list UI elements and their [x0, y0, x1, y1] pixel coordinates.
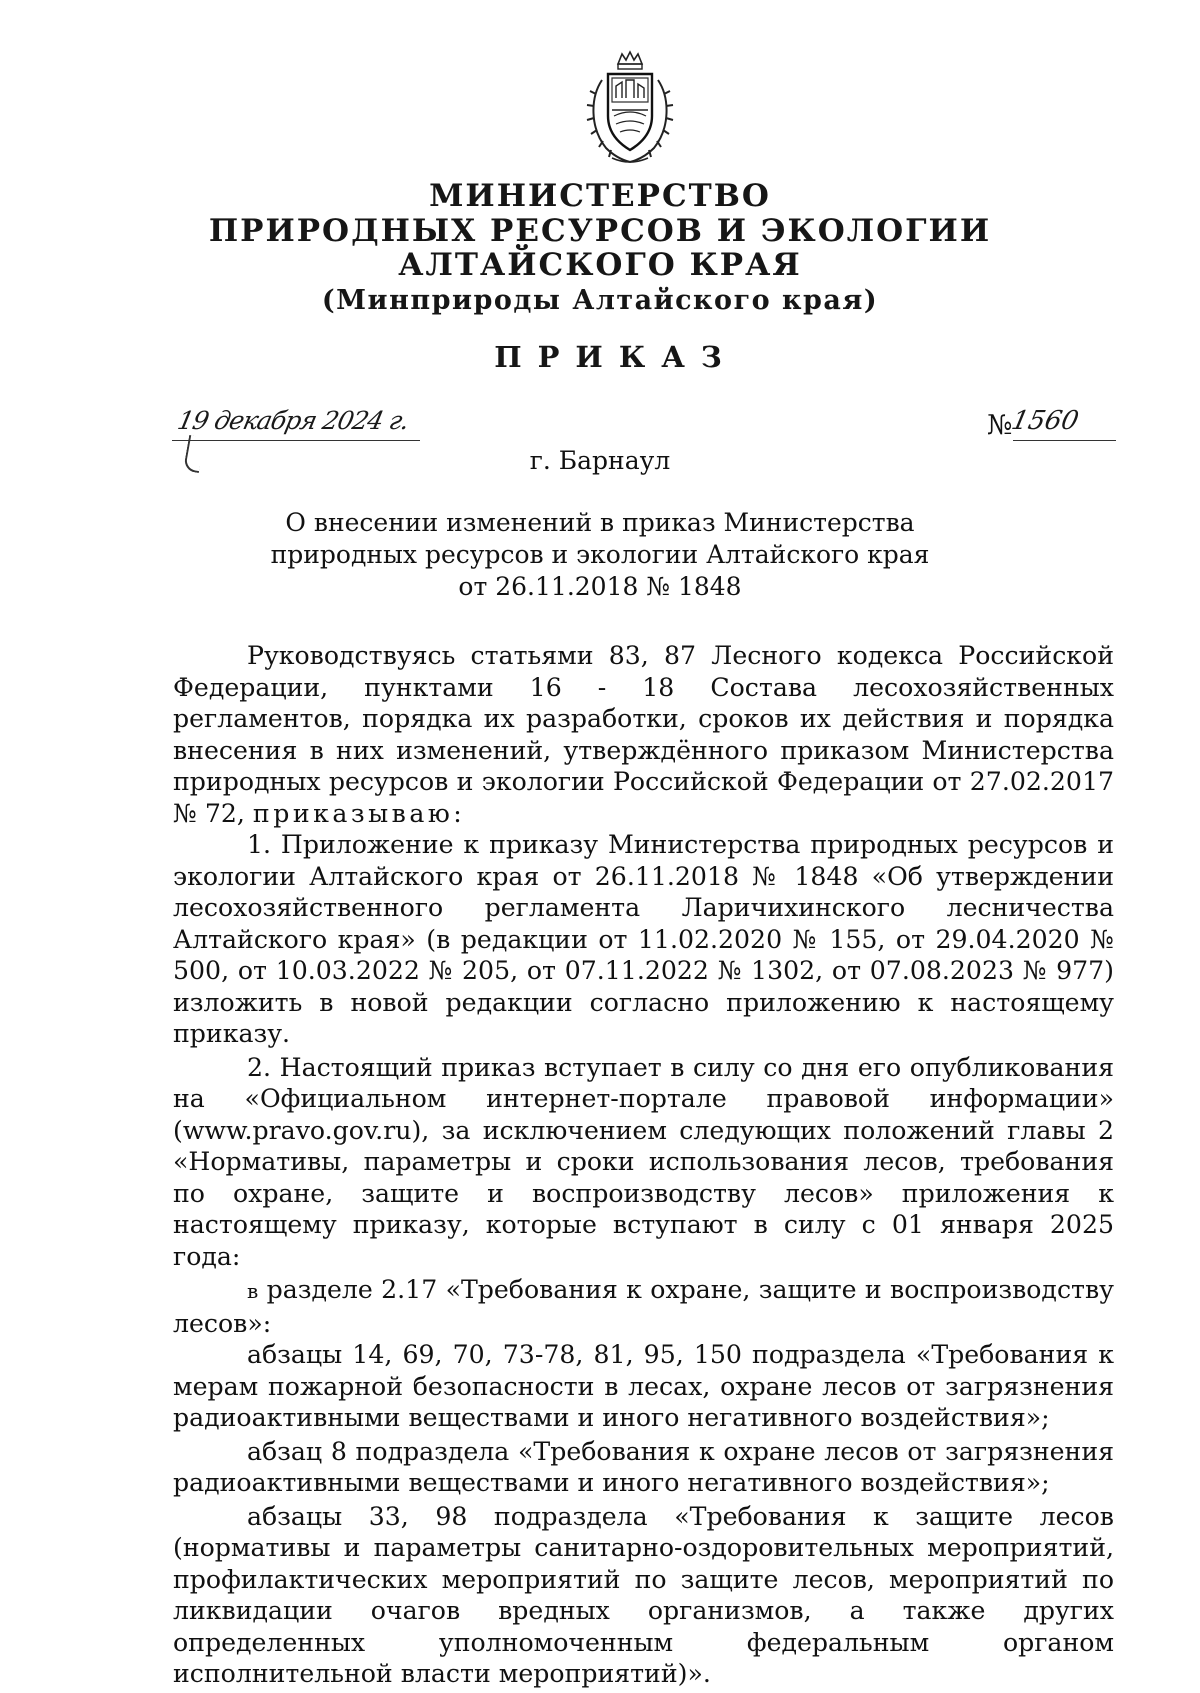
- order-item-1: 1. Приложение к приказу Министерства природных ресурсов и экологии Алтайского края от 26.11.2018 № 1848 «Об утверждении лесохозяйственного регламента Ларичихинского лесничества Алтайского края» (в редакции от 11.02.2020 № 155, от 29.04.2020 № 500, от 10.03.2022 № 205, от 07.11.2022 № 1302, от 07.08.2023 № 977) изложить в новой редакции согласно приложению к настоящему приказу.: [173, 830, 1114, 1048]
- order-body: [173, 640, 1114, 1690]
- section-prefix: в: [247, 1279, 259, 1303]
- preamble-text: Руководствуясь статьями 83, 87 Лесного кодекса Российской Федерации, пунктами 16 - 18 Состава лесохозяйственных регламентов, порядка их разработки, сроков их действия и порядка внесения в них изменений, утверждённого приказом Министерства природных ресурсов и экологии Российской Федерации от 27.02.2017 № 72,: [173, 641, 1114, 828]
- order-title: ПРИКАЗ: [494, 340, 738, 374]
- subject-line: от 26.11.2018 № 1848: [458, 572, 742, 601]
- paragraph-list-a: абзацы 14, 69, 70, 73-78, 81, 95, 150 подраздела «Требования к мерам пожарной безопасности в лесах, охране лесов от загрязнения радиоактивными веществами и иного негативного воздействия»;: [173, 1340, 1114, 1432]
- section-text: разделе 2.17 «Требования к охране, защите и воспроизводству лесов»:: [173, 1275, 1114, 1338]
- order-city: г. Барнаул: [529, 446, 671, 475]
- order-date-handwritten: 19 декабря 2024 г.: [174, 406, 412, 435]
- ministry-short-name: (Минприроды Алтайского края): [321, 285, 879, 316]
- preamble-paragraph: [173, 640, 1114, 829]
- coat-of-arms-altai-krai-icon: [582, 50, 678, 170]
- ministry-name-line2: ПРИРОДНЫХ РЕСУРСОВ И ЭКОЛОГИИ: [208, 213, 992, 249]
- order-item-2: 2. Настоящий приказ вступает в силу со дня его опубликования на «Официальном интернет-портале правовой информации» (www.pravo.gov.ru), за исключением следующих положений главы 2 «Нормативы, параметры и сроки использования лесов, требования по охране, защите и воспроизводству лесов» приложения к настоящему приказу, которые вступают в силу с 01 января 2025 года:: [173, 1052, 1114, 1271]
- ministry-name-line1: МИНИСТЕРСТВО: [429, 178, 771, 214]
- ministry-name-line3: АЛТАЙСКОГО КРАЯ: [398, 247, 802, 283]
- paragraph-list-c: абзацы 33, 98 подраздела «Требования к защите лесов (нормативы и параметры санитарно-оздоровительных мероприятий, профилактических мероприятий по защите лесов, мероприятий по ликвидации очагов вредных организмов, а также других определенных уполномоченным федеральным органом исполнительной власти мероприятий)».: [173, 1501, 1114, 1688]
- number-underline: [1013, 440, 1116, 441]
- section-reference: [173, 1274, 1114, 1339]
- order-number-sign: №: [987, 410, 1013, 441]
- subject-line: О внесении изменений в приказ Министерства: [285, 508, 915, 537]
- order-subject: [250, 507, 950, 603]
- subject-line: природных ресурсов и экологии Алтайского края: [270, 540, 930, 569]
- paragraph-list-b: абзац 8 подраздела «Требования к охране лесов от загрязнения радиоактивными веществами и иного негативного воздействия»;: [173, 1436, 1114, 1497]
- order-number-handwritten: 1560: [1008, 406, 1082, 436]
- date-underline: [172, 440, 420, 441]
- preamble-verb: приказываю:: [252, 798, 466, 828]
